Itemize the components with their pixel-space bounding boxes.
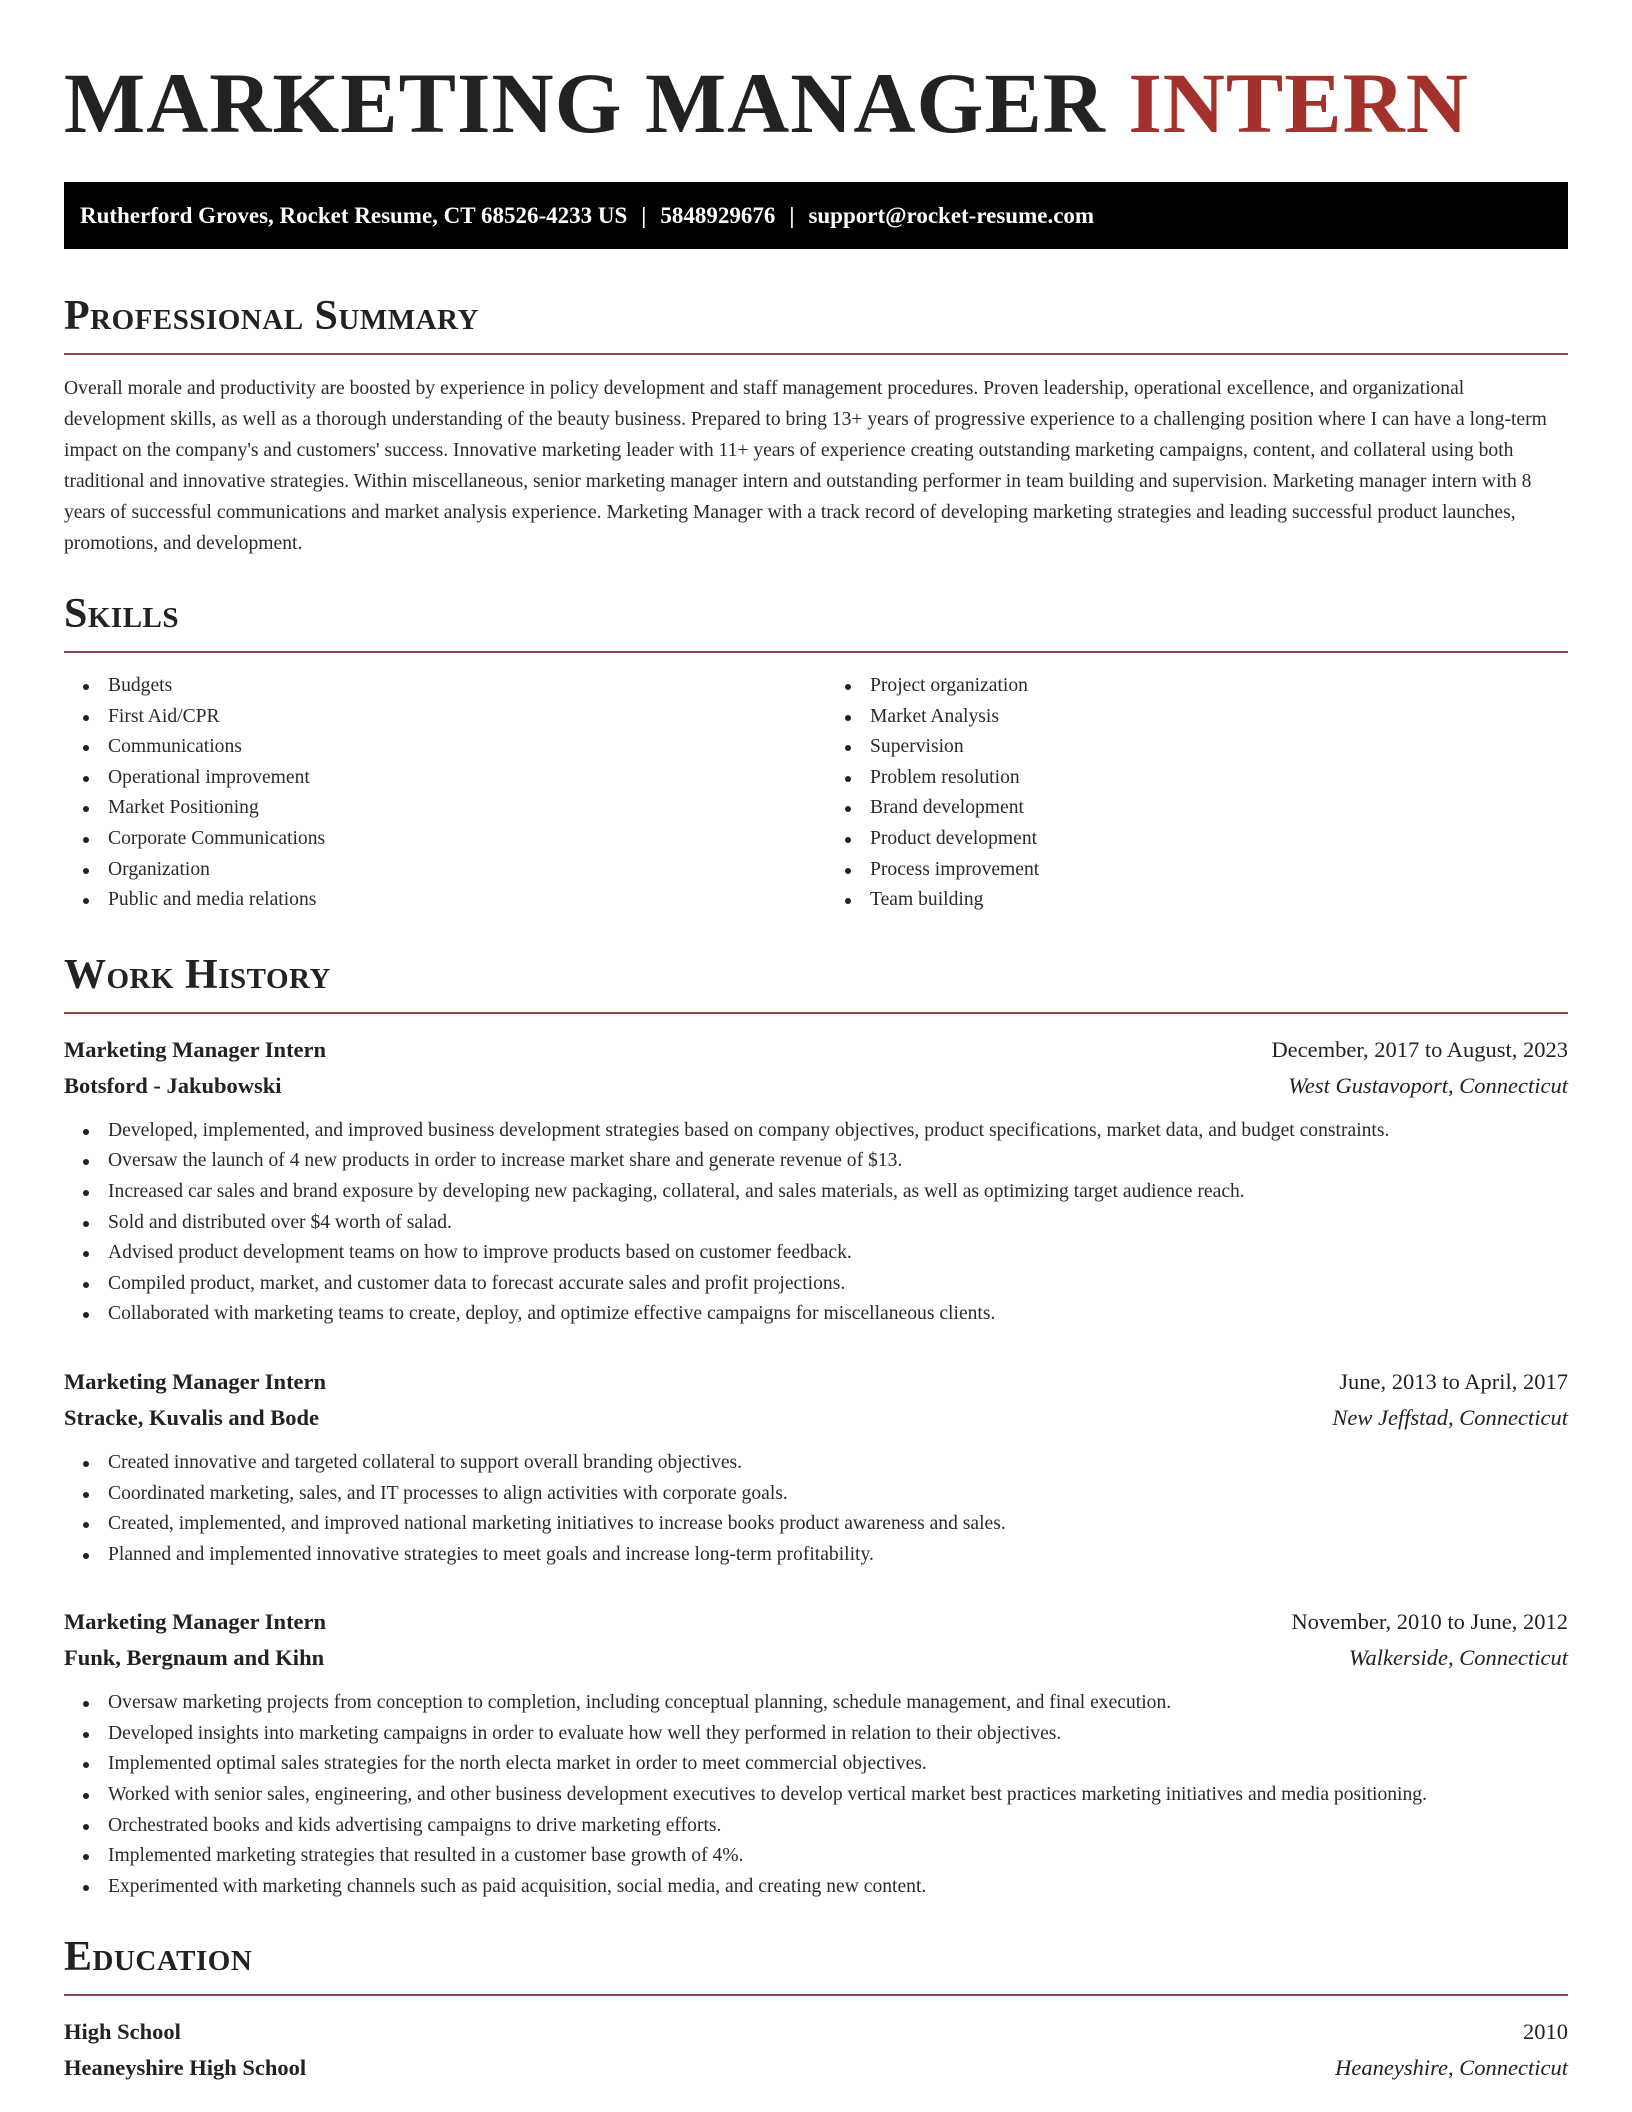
job-dates: June, 2013 to April, 2017 xyxy=(1339,1368,1568,1394)
job-bullet: Created, implemented, and improved national marketing initiatives to increase books product awareness and sales. xyxy=(64,1509,1568,1540)
job-bullet: Planned and implemented innovative strategies to meet goals and increase long-term profitability. xyxy=(64,1540,1568,1571)
job-title-row xyxy=(64,1364,1568,1400)
skill-item: Product development xyxy=(826,824,1568,855)
job-entry xyxy=(64,1032,1568,1330)
summary-text: Overall morale and productivity are boosted by experience in policy development and staff management procedures. Proven leadership, operational excellence, and organizational development skills, as well as a thorough understanding of the beauty business. Prepared to bring 13+ years of progressive experience to a challenging position where I can have a long-term impact on the company's and customers' success. Innovative marketing leader with 11+ years of experience creating outstanding marketing campaigns, content, and collateral using both traditional and innovative strategies. Within miscellaneous, senior marketing manager intern and outstanding performer in team building and supervision. Marketing manager intern with 8 years of successful communications and market analysis experience. Marketing Manager with a track record of developing marketing strategies and leading successful product launches, promotions, and development. xyxy=(64,378,1547,554)
job-dates: December, 2017 to August, 2023 xyxy=(1271,1036,1568,1062)
job-title: Marketing Manager Intern xyxy=(64,1368,327,1394)
job-entry xyxy=(64,1364,1568,1570)
job-location: West Gustavoport, Connecticut xyxy=(1288,1072,1568,1098)
skills-grid xyxy=(64,671,1568,916)
job-bullets xyxy=(64,1116,1568,1330)
job-company: Funk, Bergnaum and Kihn xyxy=(64,1645,325,1671)
contact-address: Rutherford Groves, Rocket Resume, CT 68526-4233 US xyxy=(80,202,628,228)
skill-item: Organization xyxy=(64,855,806,886)
section-heading-education: Education xyxy=(64,1934,253,1981)
job-bullet: Created innovative and targeted collateral to support overall branding objectives. xyxy=(64,1448,1568,1479)
skill-item: Market Positioning xyxy=(64,793,806,824)
work-history-section xyxy=(64,950,1568,1903)
skills-section xyxy=(64,589,1568,916)
job-location: New Jeffstad, Connecticut xyxy=(1332,1404,1568,1430)
job-company-row xyxy=(64,1640,1568,1676)
job-bullet: Oversaw the launch of 4 new products in order to increase market share and generate revenue of $13. xyxy=(64,1146,1568,1177)
skill-item: Market Analysis xyxy=(826,702,1568,733)
section-heading-summary: Professional Summary xyxy=(64,293,479,339)
job-dates: November, 2010 to June, 2012 xyxy=(1291,1609,1568,1635)
job-bullet: Oversaw marketing projects from conception to completion, including conceptual planning, schedule management, and final execution. xyxy=(64,1688,1568,1719)
job-bullet: Experimented with marketing channels such as paid acquisition, social media, and creating new content. xyxy=(64,1872,1568,1903)
job-company-row xyxy=(64,1400,1568,1436)
job-bullets xyxy=(64,1688,1568,1902)
contact-separator: | xyxy=(789,202,795,228)
contact-email: support@rocket-resume.com xyxy=(808,202,1095,228)
job-bullets xyxy=(64,1448,1568,1570)
skills-list-right xyxy=(826,671,1568,916)
job-title: Marketing Manager Intern xyxy=(64,1036,327,1062)
skill-item: First Aid/CPR xyxy=(64,702,806,733)
skill-item: Public and media relations xyxy=(64,885,806,916)
job-bullet: Compiled product, market, and customer data to forecast accurate sales and profit projections. xyxy=(64,1269,1568,1300)
section-divider xyxy=(64,1994,1568,1996)
job-bullet: Advised product development teams on how to improve products based on customer feedback. xyxy=(64,1238,1568,1269)
resume-title xyxy=(64,48,1568,158)
contact-bar xyxy=(64,182,1568,249)
skill-item: Supervision xyxy=(826,732,1568,763)
section-divider xyxy=(64,651,1568,653)
section-heading-work-history: Work History xyxy=(64,951,331,998)
summary-section xyxy=(64,291,1568,559)
job-bullet: Collaborated with marketing teams to create, deploy, and optimize effective campaigns for miscellaneous clients. xyxy=(64,1299,1568,1330)
title-main: MARKETING MANAGER xyxy=(64,55,1106,151)
section-divider xyxy=(64,353,1568,355)
job-company: Botsford - Jakubowski xyxy=(64,1072,282,1098)
job-bullet: Sold and distributed over $4 worth of salad. xyxy=(64,1208,1568,1239)
job-company-row xyxy=(64,1068,1568,1104)
education-degree-row xyxy=(64,2014,1568,2050)
skill-item: Brand development xyxy=(826,793,1568,824)
education-section xyxy=(64,1932,1568,2086)
title-accent: INTERN xyxy=(1128,55,1469,151)
job-bullet: Developed insights into marketing campaigns in order to evaluate how well they performed in relation to their objectives. xyxy=(64,1719,1568,1750)
job-title-row xyxy=(64,1032,1568,1068)
job-bullet: Implemented marketing strategies that resulted in a customer base growth of 4%. xyxy=(64,1841,1568,1872)
education-year: 2010 xyxy=(1523,2019,1568,2045)
job-company: Stracke, Kuvalis and Bode xyxy=(64,1404,320,1430)
education-school-row xyxy=(64,2050,1568,2086)
job-bullet: Implemented optimal sales strategies for the north electa market in order to meet commercial objectives. xyxy=(64,1749,1568,1780)
education-school: Heaneyshire High School xyxy=(64,2055,307,2081)
section-divider xyxy=(64,1012,1568,1014)
job-title-row xyxy=(64,1604,1568,1640)
skill-item: Problem resolution xyxy=(826,763,1568,794)
job-location: Walkerside, Connecticut xyxy=(1348,1645,1568,1671)
contact-phone: 5848929676 xyxy=(660,202,776,228)
job-bullet: Worked with senior sales, engineering, and other business development executives to develop vertical market best practices marketing initiatives and media positioning. xyxy=(64,1780,1568,1811)
job-bullet: Orchestrated books and kids advertising campaigns to drive marketing efforts. xyxy=(64,1811,1568,1842)
contact-separator: | xyxy=(641,202,647,228)
education-degree: High School xyxy=(64,2019,181,2045)
section-heading-skills: Skills xyxy=(64,591,180,637)
job-bullet: Developed, implemented, and improved business development strategies based on company objectives, product specifications, market data, and budget constraints. xyxy=(64,1116,1568,1147)
skill-item: Budgets xyxy=(64,671,806,702)
education-location: Heaneyshire, Connecticut xyxy=(1335,2055,1568,2081)
skill-item: Operational improvement xyxy=(64,763,806,794)
skill-item: Corporate Communications xyxy=(64,824,806,855)
skill-item: Communications xyxy=(64,732,806,763)
skill-item: Process improvement xyxy=(826,855,1568,886)
skill-item: Project organization xyxy=(826,671,1568,702)
skill-item: Team building xyxy=(826,885,1568,916)
skills-list-left xyxy=(64,671,806,916)
job-bullet: Increased car sales and brand exposure by developing new packaging, collateral, and sales materials, as well as optimizing target audience reach. xyxy=(64,1177,1568,1208)
job-title: Marketing Manager Intern xyxy=(64,1609,327,1635)
job-bullet: Coordinated marketing, sales, and IT processes to align activities with corporate goals. xyxy=(64,1479,1568,1510)
job-entry xyxy=(64,1604,1568,1902)
